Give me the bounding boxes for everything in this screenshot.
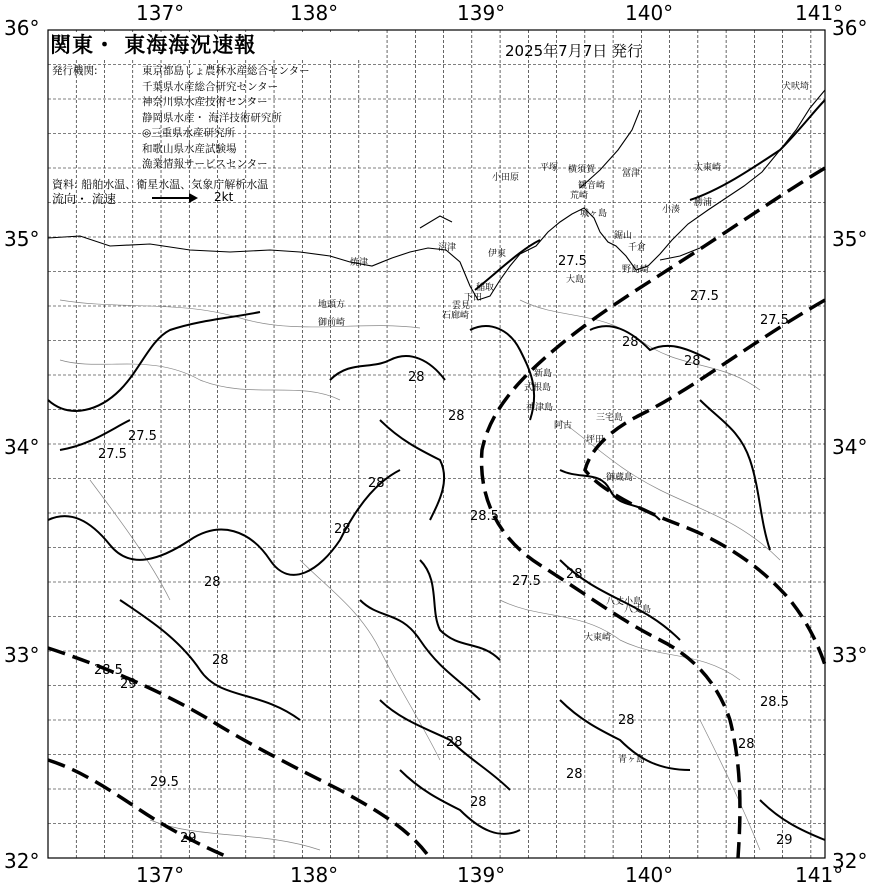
lat-label-left-36: 36° bbox=[4, 16, 40, 40]
agency-item: 和歌山県水産試験場 bbox=[142, 142, 237, 155]
agency-list bbox=[52, 64, 310, 173]
agency-item: ◎三重県水産研究所 bbox=[142, 127, 236, 139]
issue-date: 2025年7月7日 発行 bbox=[505, 42, 643, 60]
place-label: 観音崎 bbox=[578, 181, 606, 191]
isotherm-label: 28 bbox=[408, 370, 425, 385]
isotherm-label: 28 bbox=[566, 567, 583, 582]
flow-scale-label: 2kt bbox=[214, 190, 234, 204]
isotherm-label: 27.5 bbox=[128, 429, 157, 444]
place-label: 焼津 bbox=[350, 258, 369, 268]
isotherm-label: 29 bbox=[120, 677, 137, 692]
isotherm-label: 28 bbox=[446, 735, 463, 750]
isotherm-label: 27.5 bbox=[760, 313, 789, 328]
isotherm-label: 27.5 bbox=[512, 574, 541, 589]
place-label: 犬吠埼 bbox=[782, 82, 810, 92]
place-label: 伊東 bbox=[488, 249, 507, 259]
place-label: 三宅島 bbox=[596, 413, 624, 423]
lon-label-top-138: 138° bbox=[290, 1, 339, 25]
lat-label-left-34: 34° bbox=[4, 435, 40, 459]
place-label: 平塚 bbox=[540, 163, 559, 173]
lon-label-bottom-139: 139° bbox=[457, 863, 506, 887]
lat-label-right-32: 32° bbox=[832, 849, 868, 873]
place-label: 勝浦 bbox=[694, 198, 713, 208]
agencies-label: 発行機関: bbox=[52, 65, 98, 77]
lon-label-top-140: 140° bbox=[625, 1, 674, 25]
place-label: 坪田 bbox=[586, 435, 605, 445]
place-label: 千倉 bbox=[628, 243, 647, 253]
place-label: 阿古 bbox=[554, 421, 573, 431]
lon-label-top-139: 139° bbox=[457, 1, 506, 25]
lon-label-bottom-137: 137° bbox=[136, 863, 185, 887]
isotherm-label: 28 bbox=[334, 522, 351, 537]
isotherm-label: 28 bbox=[684, 354, 701, 369]
data-source-note: 資料: 船舶水温、衛星水温、気象庁解析水温 bbox=[52, 178, 269, 191]
isotherm-label: 28 bbox=[368, 476, 385, 491]
place-label: 大島 bbox=[566, 275, 585, 285]
place-label: 横須賀 bbox=[568, 165, 596, 175]
place-label: 鋸山 bbox=[614, 231, 633, 241]
lon-label-top-137: 137° bbox=[136, 1, 185, 25]
lat-label-right-33: 33° bbox=[832, 643, 868, 667]
isotherm-label: 28 bbox=[566, 767, 583, 782]
isotherm-label: 28.5 bbox=[470, 509, 499, 524]
place-label: 神津島 bbox=[526, 403, 554, 413]
lat-label-left-33: 33° bbox=[4, 643, 40, 667]
isotherm-label: 28.5 bbox=[94, 663, 123, 678]
place-label: 御前崎 bbox=[318, 318, 346, 328]
place-label: 富津 bbox=[622, 169, 641, 179]
agency-item: 東京都島しょ農林水産総合センター bbox=[142, 65, 310, 77]
place-label: 城ヶ島 bbox=[580, 209, 608, 219]
flow-legend-label: 流向・ 流速 bbox=[52, 192, 116, 206]
agency-item: 静岡県水産・ 海洋技術研究所 bbox=[142, 111, 282, 124]
place-label: 青ヶ島 bbox=[618, 755, 646, 765]
map-header bbox=[50, 32, 370, 58]
place-label: 雲見 bbox=[452, 301, 471, 311]
agency-item: 漁業情報サービスセンター bbox=[142, 158, 268, 170]
place-label: 太東崎 bbox=[694, 163, 722, 173]
agency-item: 千葉県水産総合研究センター bbox=[142, 80, 279, 93]
lon-label-bottom-141: 141° bbox=[795, 863, 844, 887]
place-label: 小田原 bbox=[492, 173, 520, 183]
place-label: 稲取 bbox=[476, 283, 495, 293]
lon-label-bottom-138: 138° bbox=[290, 863, 339, 887]
flow-legend bbox=[52, 190, 352, 207]
place-label: 新島 bbox=[534, 369, 553, 379]
isotherm-label: 27.5 bbox=[558, 254, 587, 269]
place-label: 荒崎 bbox=[570, 191, 589, 201]
place-label: 八丈小島 bbox=[606, 597, 643, 607]
place-label: 地頭方 bbox=[318, 300, 346, 310]
place-label: 下田 bbox=[464, 293, 483, 303]
map-title: 関東・ 東海海況速報 bbox=[50, 33, 257, 57]
isotherm-label: 29 bbox=[180, 831, 197, 846]
agency-item: 神奈川県水産技術センター bbox=[142, 96, 268, 108]
isotherm-label: 28 bbox=[448, 409, 465, 424]
place-label: 沼津 bbox=[438, 243, 457, 253]
isotherm-label: 29 bbox=[776, 833, 793, 848]
lon-label-bottom-140: 140° bbox=[625, 863, 674, 887]
isotherm-label: 28 bbox=[618, 713, 635, 728]
isotherm-label: 27.5 bbox=[690, 289, 719, 304]
place-label: 野島崎 bbox=[622, 265, 650, 275]
place-label: 小湊 bbox=[662, 205, 681, 215]
lat-label-right-34: 34° bbox=[832, 435, 868, 459]
place-label: 石廊崎 bbox=[442, 311, 470, 321]
lat-label-left-35: 35° bbox=[4, 227, 40, 251]
flow-arrow-icon bbox=[152, 197, 196, 199]
place-label: 大東崎 bbox=[584, 633, 612, 643]
lat-label-right-35: 35° bbox=[832, 227, 868, 251]
isotherm-label: 27.5 bbox=[98, 447, 127, 462]
lon-label-top-141: 141° bbox=[795, 1, 844, 25]
place-label: 式根島 bbox=[524, 383, 552, 393]
isotherm-label: 29.5 bbox=[150, 775, 179, 790]
lat-label-right-36: 36° bbox=[832, 16, 868, 40]
isotherm-label: 28 bbox=[622, 335, 639, 350]
lat-label-left-32: 32° bbox=[4, 849, 40, 873]
isotherm-label: 28 bbox=[738, 737, 755, 752]
place-label: 八丈島 bbox=[624, 605, 652, 615]
isotherm-label: 28 bbox=[212, 653, 229, 668]
isotherm-label: 28.5 bbox=[760, 695, 789, 710]
isotherm-label: 28 bbox=[470, 795, 487, 810]
place-label: 御蔵島 bbox=[606, 473, 634, 483]
isotherm-label: 28 bbox=[204, 575, 221, 590]
